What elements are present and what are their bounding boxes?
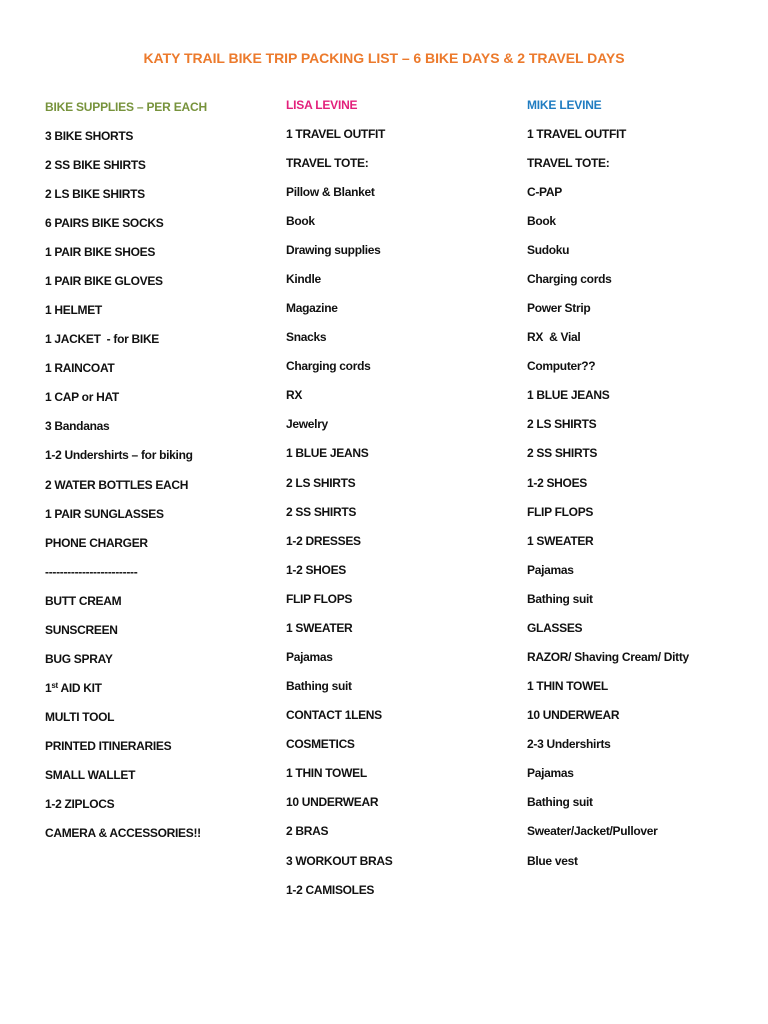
column-header-bike-supplies: BIKE SUPPLIES – PER EACH — [45, 99, 207, 114]
list-item: BUTT CREAM — [45, 593, 122, 608]
column-header-lisa-levine: LISA LEVINE — [286, 97, 358, 112]
list-item: 1 HELMET — [45, 303, 102, 318]
list-item: Pajamas — [286, 649, 333, 664]
list-item: 1 TRAVEL OUTFIT — [527, 126, 627, 141]
list-item: Pajamas — [527, 766, 574, 781]
list-item: Charging cords — [286, 359, 371, 374]
list-item: 1 JACKET - for BIKE — [45, 332, 160, 347]
list-item-text: AID KIT — [57, 681, 102, 696]
list-item: 10 UNDERWEAR — [286, 795, 379, 810]
list-item: CONTACT 1LENS — [286, 708, 382, 723]
list-item: Snacks — [286, 330, 327, 345]
page-title: KATY TRAIL BIKE TRIP PACKING LIST – 6 BIKE DAYS & 2 TRAVEL DAYS — [143, 50, 625, 66]
column-header-mike-levine: MIKE LEVINE — [527, 97, 602, 112]
list-item: 2 SS SHIRTS — [286, 504, 357, 519]
list-item: ------------------------- — [45, 564, 138, 579]
list-item: 2 LS BIKE SHIRTS — [45, 186, 145, 201]
list-item: 2 SS SHIRTS — [527, 446, 598, 461]
list-item: Book — [286, 213, 315, 228]
list-item: BUG SPRAY — [45, 651, 113, 666]
list-item: 1-2 DRESSES — [286, 533, 361, 548]
list-item: Bathing suit — [527, 591, 593, 606]
list-item: RAZOR/ Shaving Cream/ Ditty — [527, 649, 689, 664]
list-item: 2-3 Undershirts — [527, 737, 611, 752]
list-item: 1 PAIR BIKE SHOES — [45, 244, 156, 259]
list-item: 1-2 SHOES — [527, 475, 587, 490]
list-item: 3 WORKOUT BRAS — [286, 853, 393, 868]
list-item: 1 SWEATER — [286, 620, 353, 635]
list-item: Magazine — [286, 301, 338, 316]
list-item: Bathing suit — [286, 679, 352, 694]
list-item: 3 BIKE SHORTS — [45, 128, 134, 143]
list-item — [45, 674, 281, 703]
list-item: TRAVEL TOTE: — [527, 155, 610, 170]
list-item: 1-2 ZIPLOCS — [45, 797, 115, 812]
column-bike-supplies — [45, 93, 281, 849]
list-item: SMALL WALLET — [45, 768, 136, 783]
list-item: Book — [527, 213, 556, 228]
list-item: 1 PAIR BIKE GLOVES — [45, 273, 163, 288]
column-mike-levine — [527, 91, 763, 876]
list-item: RX — [286, 388, 303, 403]
list-item: 2 LS SHIRTS — [286, 475, 356, 490]
list-item: Charging cords — [527, 271, 612, 286]
list-item: 6 PAIRS BIKE SOCKS — [45, 215, 164, 230]
list-item: PRINTED ITINERARIES — [45, 739, 172, 754]
list-item: 1-2 SHOES — [286, 562, 346, 577]
list-item: 1 CAP or HAT — [45, 390, 119, 405]
list-item: Blue vest — [527, 853, 578, 868]
list-item: FLIP FLOPS — [527, 504, 594, 519]
list-item: 1-2 Undershirts – for biking — [45, 448, 193, 463]
list-item: 2 LS SHIRTS — [527, 417, 597, 432]
list-item: 1 BLUE JEANS — [527, 388, 610, 403]
list-item: 1 BLUE JEANS — [286, 446, 369, 461]
list-item: Drawing supplies — [286, 242, 381, 257]
list-item: C-PAP — [527, 184, 562, 199]
list-item: 1 SWEATER — [527, 533, 594, 548]
list-item: MULTI TOOL — [45, 710, 115, 725]
list-item: 2 BRAS — [286, 824, 329, 839]
list-item: Jewelry — [286, 417, 328, 432]
list-item: RX & Vial — [527, 330, 581, 345]
column-lisa-levine — [286, 91, 522, 905]
list-item: COSMETICS — [286, 737, 355, 752]
list-item: TRAVEL TOTE: — [286, 155, 369, 170]
list-item: 1 THIN TOWEL — [527, 679, 608, 694]
list-item: 10 UNDERWEAR — [527, 708, 620, 723]
list-item: SUNSCREEN — [45, 622, 118, 637]
list-item: 1-2 CAMISOLES — [286, 882, 375, 897]
list-item: Kindle — [286, 271, 321, 286]
list-item: Computer?? — [527, 359, 596, 374]
list-item: 2 WATER BOTTLES EACH — [45, 477, 189, 492]
list-item: 1 RAINCOAT — [45, 361, 115, 376]
list-item: PHONE CHARGER — [45, 535, 148, 550]
list-item: 1 PAIR SUNGLASSES — [45, 506, 164, 521]
list-item: GLASSES — [527, 620, 583, 635]
list-item: Power Strip — [527, 301, 591, 316]
list-item: FLIP FLOPS — [286, 591, 353, 606]
list-item: Pillow & Blanket — [286, 184, 375, 199]
list-item: 3 Bandanas — [45, 419, 110, 434]
superscript-text: st — [51, 681, 58, 691]
list-item: 1 TRAVEL OUTFIT — [286, 126, 386, 141]
list-item: 1 THIN TOWEL — [286, 766, 367, 781]
list-item: Sudoku — [527, 242, 570, 257]
list-item-text: 1 — [45, 681, 52, 696]
list-item: Bathing suit — [527, 795, 593, 810]
list-item: Sweater/Jacket/Pullover — [527, 824, 658, 839]
list-item: CAMERA & ACCESSORIES!! — [45, 826, 201, 841]
list-item: Pajamas — [527, 562, 574, 577]
list-item: 2 SS BIKE SHIRTS — [45, 157, 146, 172]
